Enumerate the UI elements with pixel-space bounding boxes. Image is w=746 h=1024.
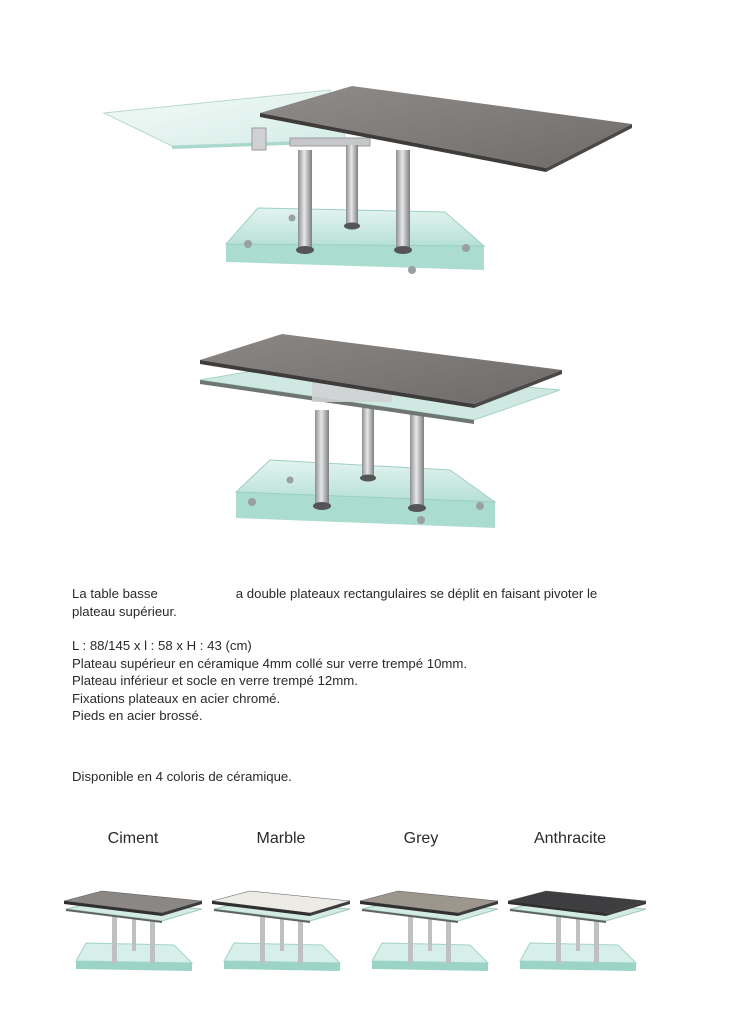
spec-legs: Pieds en acier brossé. bbox=[72, 708, 203, 723]
table-open-image bbox=[0, 0, 746, 300]
thumbnail-ciment bbox=[64, 891, 202, 971]
color-label-ciment: Ciment bbox=[107, 830, 159, 847]
description bbox=[72, 585, 597, 620]
thumbnail-grey bbox=[360, 891, 498, 971]
thumbnail-anthracite bbox=[508, 891, 646, 971]
thumbnail-marble bbox=[212, 891, 350, 971]
description-line2: plateau supérieur. bbox=[72, 603, 177, 619]
availability-note: Disponible en 4 coloris de céramique. bbox=[72, 769, 292, 784]
color-label-marble: Marble bbox=[256, 830, 306, 847]
spec-top-plate: Plateau supérieur en céramique 4mm collé sur verre trempé 10mm. bbox=[72, 655, 468, 671]
table-closed-image bbox=[0, 320, 746, 580]
color-label-anthracite: Anthracite bbox=[533, 830, 607, 847]
color-variant-thumbnails bbox=[0, 885, 746, 995]
specifications bbox=[72, 637, 467, 725]
description-line1-end: a double plateaux rectangulaires se déplit en faisant pivoter le bbox=[235, 586, 598, 601]
spec-dimensions: L : 88/145 x l : 58 x H : 43 (cm) bbox=[72, 638, 252, 653]
spec-lower-plate: Plateau inférieur et socle en verre trempé 12mm. bbox=[72, 673, 358, 688]
spec-fixings: Fixations plateaux en acier chromé. bbox=[72, 690, 281, 706]
description-line1-start: La table basse bbox=[72, 586, 158, 601]
color-label-grey: Grey bbox=[403, 830, 439, 847]
